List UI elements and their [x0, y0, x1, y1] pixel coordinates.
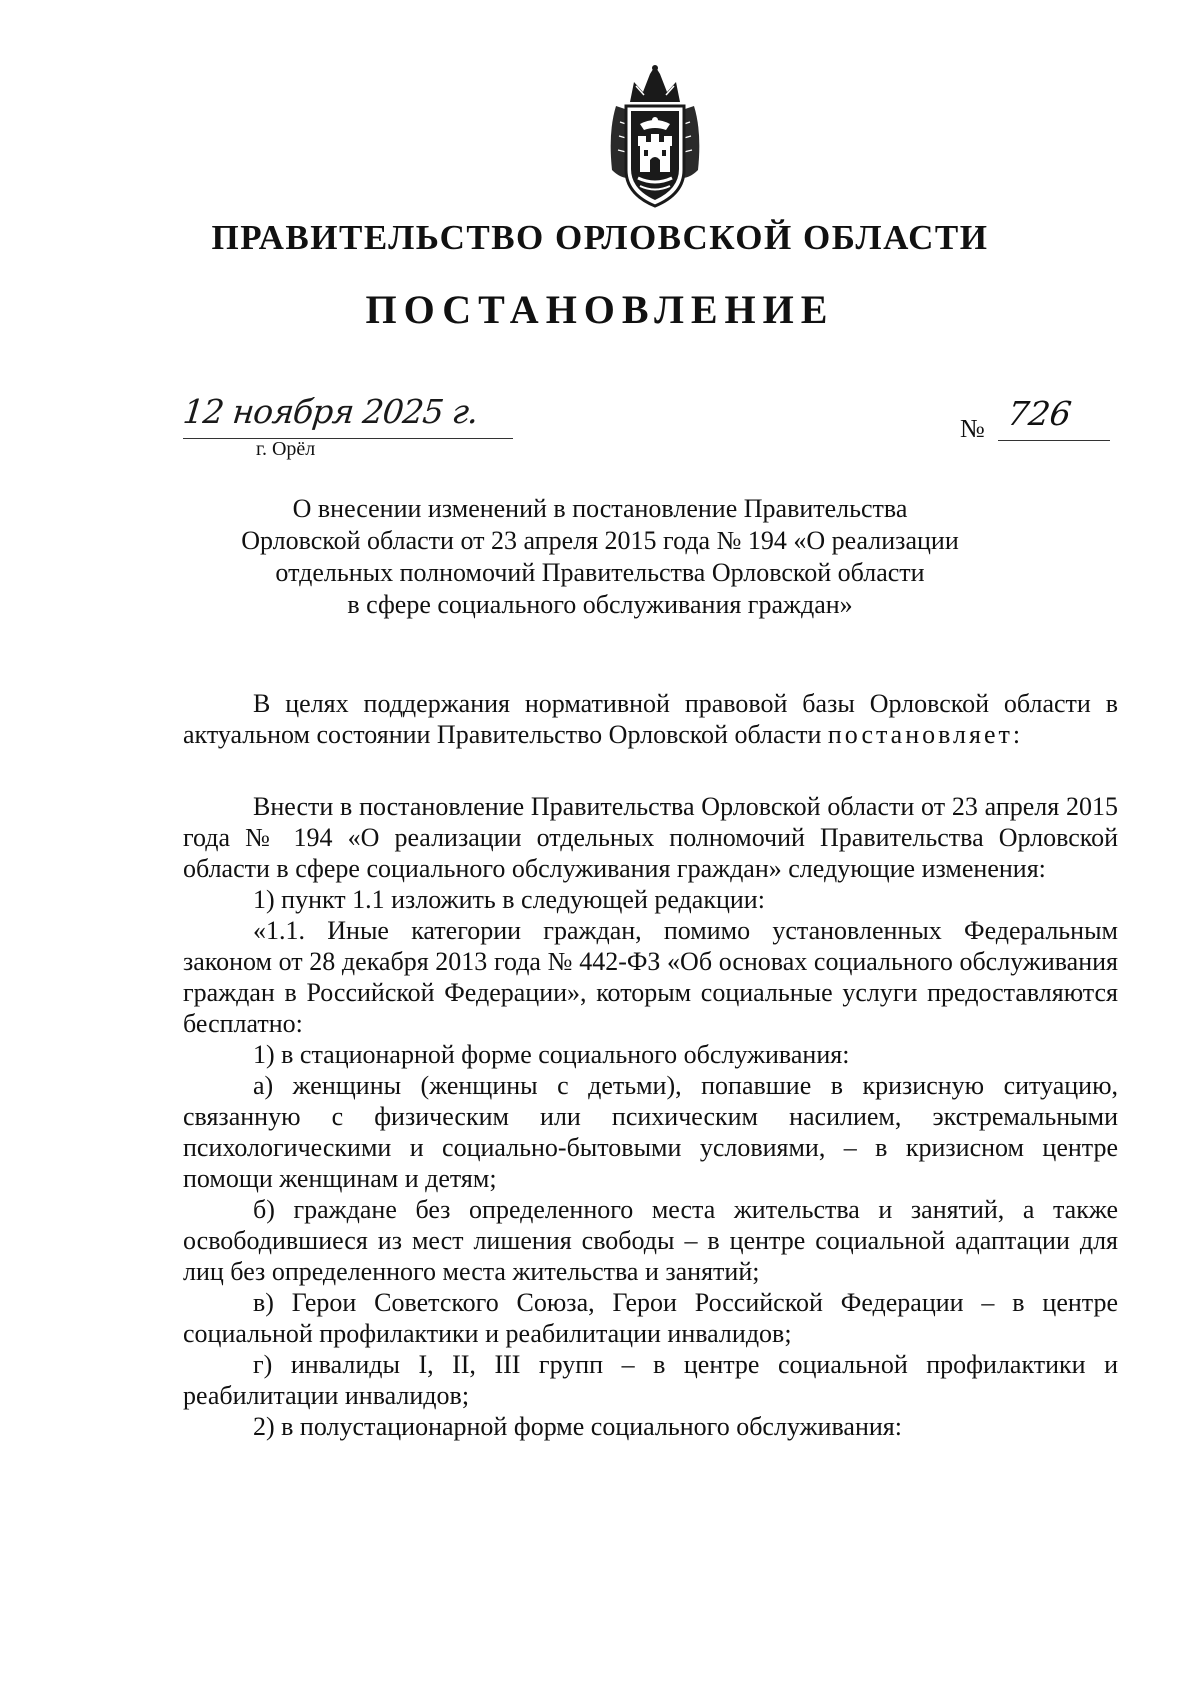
title-line: в сфере социального обслуживания граждан»	[347, 590, 853, 619]
handwritten-date: 12 ноября 2025 г.	[181, 392, 480, 431]
coat-of-arms-icon	[600, 62, 710, 212]
preamble-text: В целях поддержания нормативной правовой базы Орловской области в актуальном состоянии Правительство Орловской области	[183, 689, 1118, 749]
body-paragraph: в) Герои Советского Союза, Герои Российской Федерации – в центре социальной профилактики и реабилитации инвалидов;	[183, 1288, 1118, 1348]
title-line: отдельных полномочий Правительства Орловской области	[275, 558, 925, 587]
document-type-heading: ПОСТАНОВЛЕНИЕ	[365, 287, 835, 332]
handwritten-number: 726	[1005, 394, 1074, 433]
date-underline	[183, 438, 513, 439]
number-underline	[998, 440, 1110, 441]
body-paragraph: «1.1. Иные категории граждан, помимо установленных Федеральным законом от 28 декабря 2013 года № 442-ФЗ «Об основах социального обслуживания граждан в Российской Федерации», которым социальные услуги предоставляются бесплатно:	[183, 916, 1118, 1038]
number-label: №	[960, 414, 985, 443]
body-paragraph: г) инвалиды I, II, III групп – в центре социальной профилактики и реабилитации инвалидов;	[183, 1350, 1118, 1410]
title-line: О внесении изменений в постановление Правительства	[292, 494, 908, 523]
body-paragraph: а) женщины (женщины с детьми), попавшие в кризисную ситуацию, связанную с физическим или психическим насилием, экстремальными психологическими и социально-бытовыми условиями, – в кризисном центре помощи женщинам и детям;	[183, 1071, 1118, 1193]
coat-of-arms-emblem	[600, 62, 710, 212]
document-title	[160, 493, 1040, 621]
preamble-paragraph	[183, 688, 1118, 750]
document-body	[183, 688, 1118, 1442]
body-paragraph: Внести в постановление Правительства Орловской области от 23 апреля 2015 года № 194 «О реализации отдельных полномочий Правительства Орловской области в сфере социального обслуживания граждан» следующие изменения:	[183, 792, 1118, 883]
body-paragraph: б) граждане без определенного места жительства и занятий, а также освободившиеся из мест лишения свободы – в центре социальной адаптации для лиц без определенного места жительства и занятий;	[183, 1195, 1118, 1286]
preamble-closing: постановляет:	[827, 720, 1024, 749]
body-paragraph: 1) в стационарной форме социального обслуживания:	[253, 1040, 850, 1069]
body-paragraph: 2) в полустационарной форме социального обслуживания:	[253, 1412, 902, 1441]
government-name: ПРАВИТЕЛЬСТВО ОРЛОВСКОЙ ОБЛАСТИ	[211, 218, 989, 257]
body-paragraph: 1) пункт 1.1 изложить в следующей редакции:	[253, 885, 765, 914]
city-label: г. Орёл	[256, 438, 316, 460]
title-line: Орловской области от 23 апреля 2015 года № 194 «О реализации	[241, 526, 959, 555]
